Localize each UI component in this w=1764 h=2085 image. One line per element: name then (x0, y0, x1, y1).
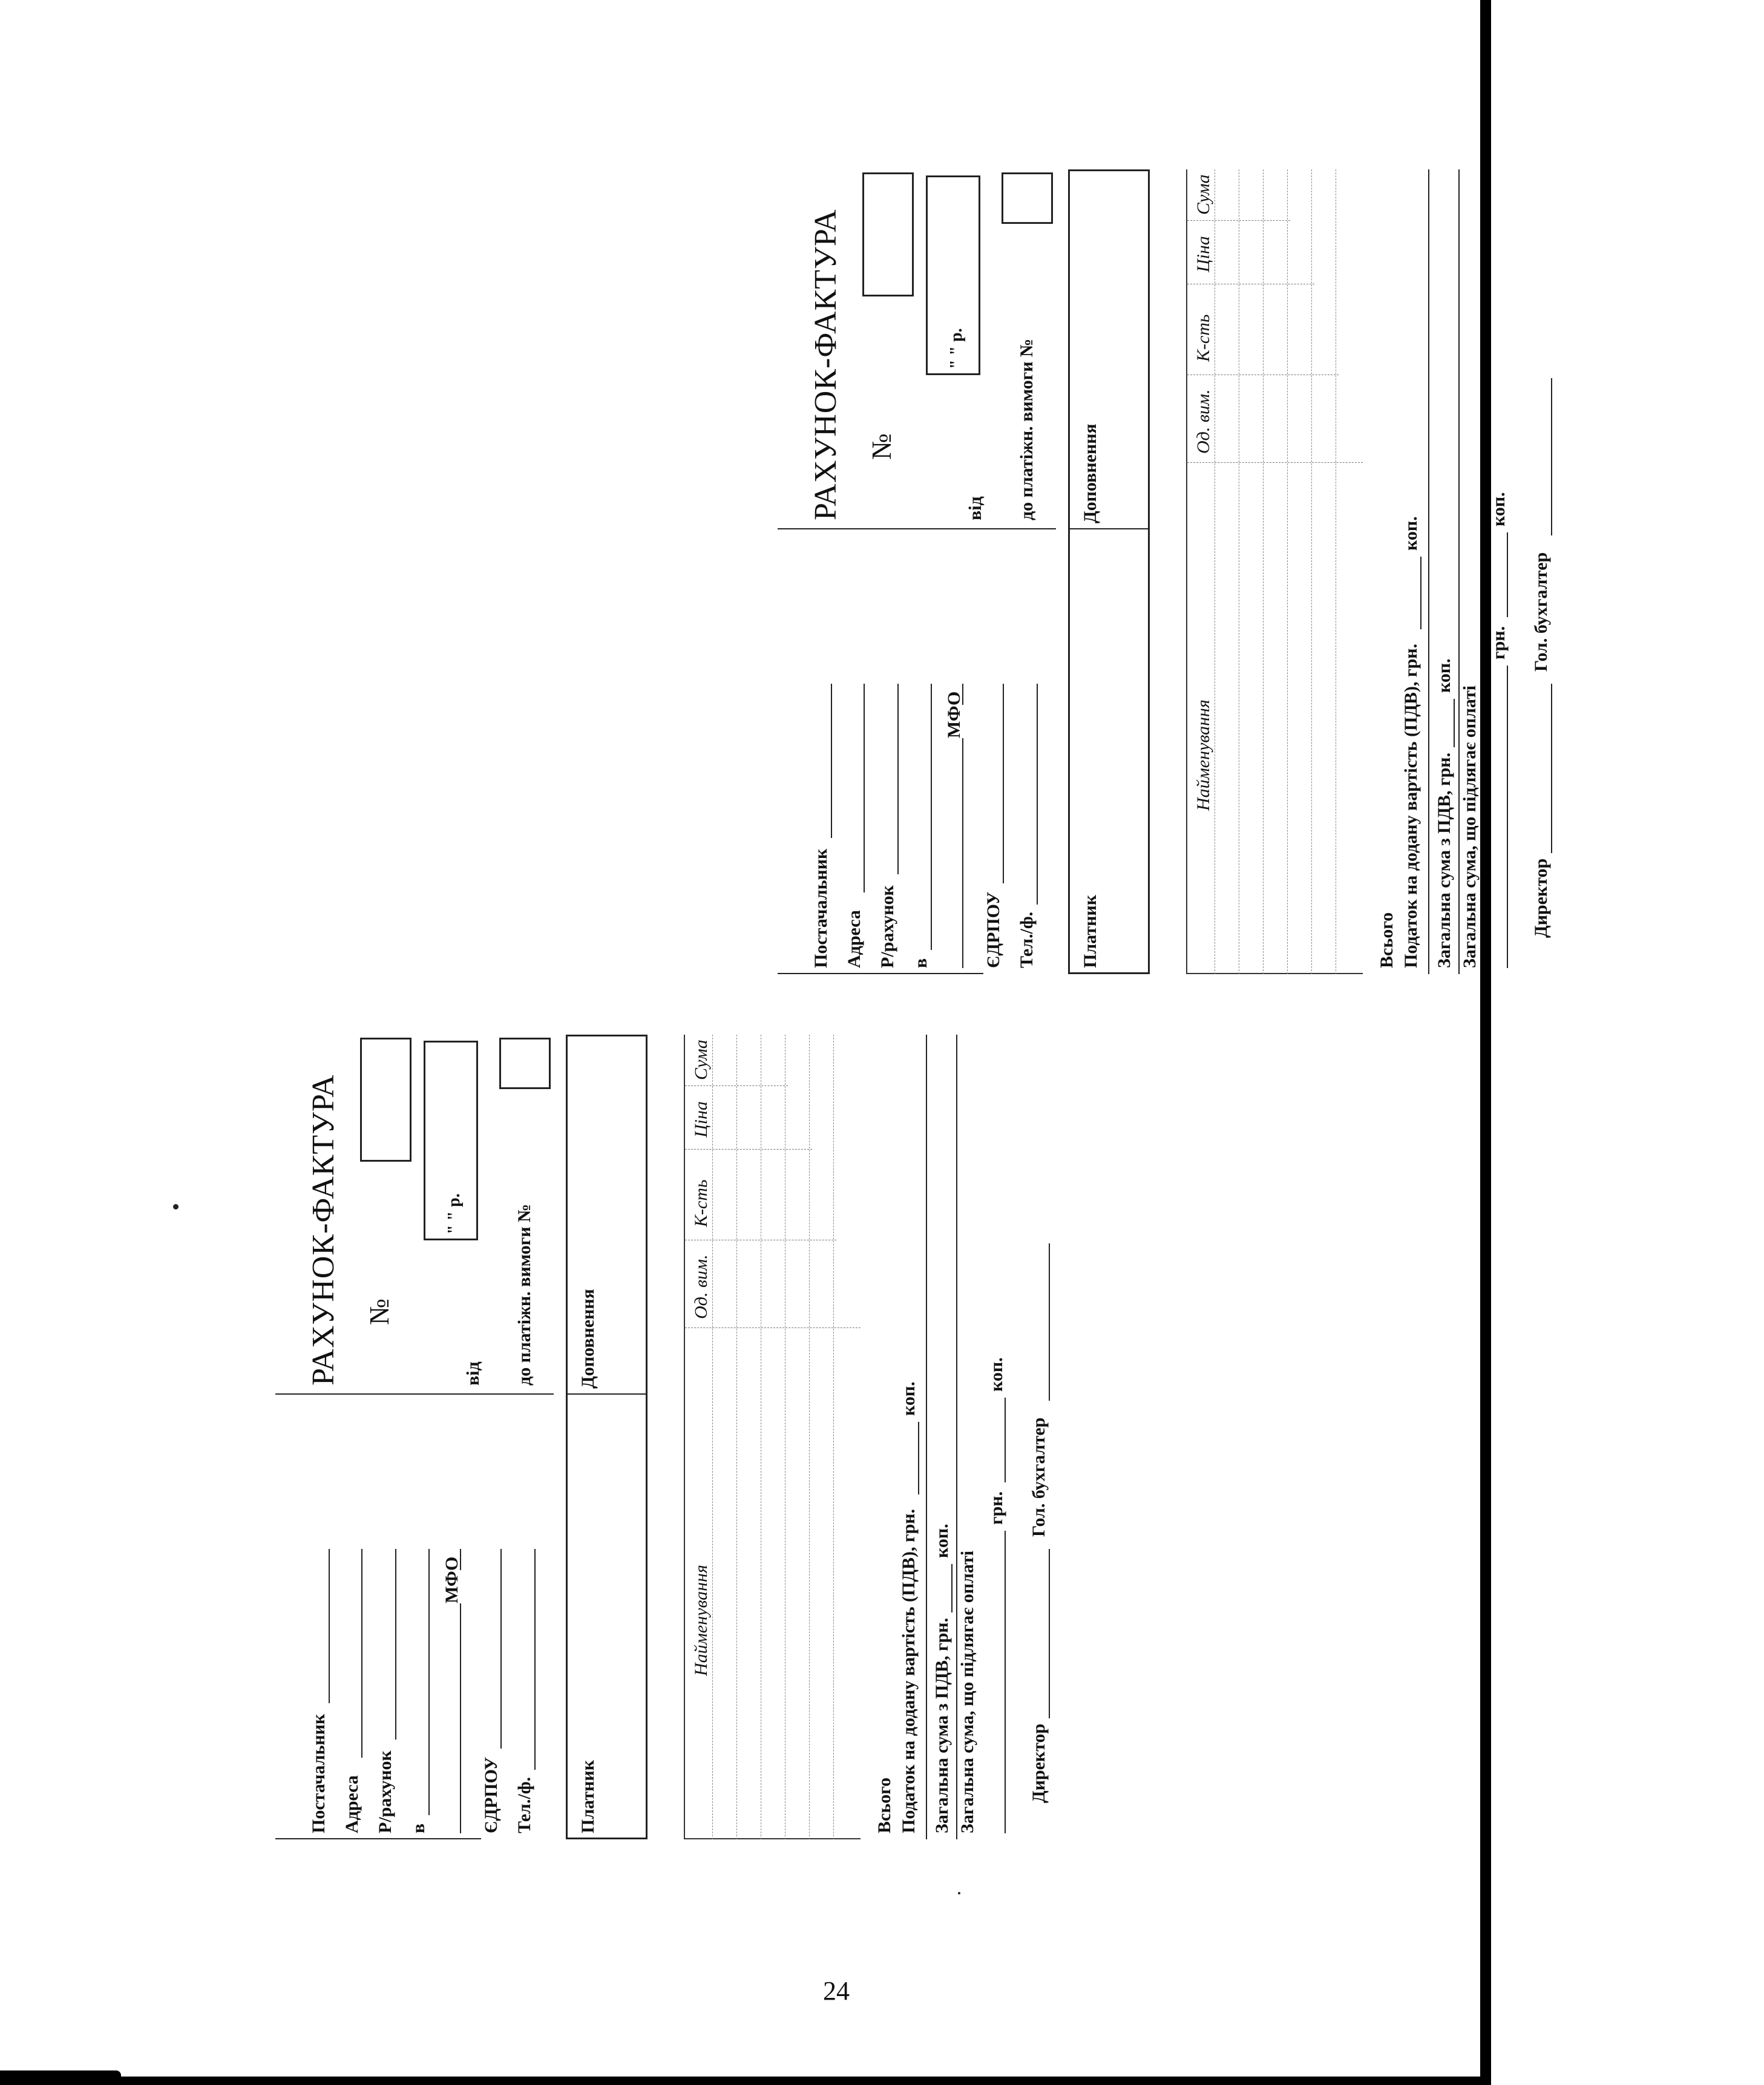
vat-grn-line[interactable] (1420, 557, 1421, 629)
col-header-unit: Од. вим. (1193, 389, 1213, 454)
supplement-label: Доповнення (578, 1289, 598, 1389)
bank-in-label: в (408, 1823, 428, 1833)
edrpou-line[interactable] (1003, 684, 1004, 883)
date-template: " " р. (445, 1193, 464, 1234)
accountant-label: Гол. бухгалтер (1531, 552, 1551, 672)
account-label: Р/рахунок (877, 885, 897, 968)
col-header-price: Ціна (1193, 236, 1213, 272)
pay-grn-line[interactable] (1005, 1531, 1006, 1833)
director-label: Директор (1029, 1723, 1049, 1803)
col-header-sum: Сума (1193, 174, 1213, 215)
payer-supplement-box (1068, 169, 1150, 974)
supplier-label: Постачальник (811, 848, 831, 968)
mfo-label: МФО (944, 691, 964, 738)
edrpou-label: ЄДРПОУ (481, 1756, 501, 1833)
supplier-line[interactable] (831, 684, 832, 838)
from-label: від (463, 1361, 483, 1386)
col-header-name: Найменування (1193, 699, 1213, 811)
total-label: Всього (1377, 912, 1397, 968)
vat-label: Податок на додану вартість (ПДВ), грн. (1401, 643, 1421, 968)
account-label: Р/рахунок (375, 1750, 395, 1833)
from-label: від (965, 496, 985, 520)
supplement-label: Доповнення (1080, 424, 1100, 523)
address-line[interactable] (361, 1549, 362, 1758)
supplier-label: Постачальник (309, 1713, 329, 1833)
total-label: Всього (874, 1777, 894, 1833)
director-signature-line[interactable] (1049, 1549, 1050, 1718)
col-header-sum: Сума (691, 1039, 711, 1080)
total-with-vat-kop: коп. (932, 1524, 952, 1558)
total-to-pay-label: Загальна сума, що підлягає оплаті (1460, 685, 1480, 968)
edrpou-label: ЄДРПОУ (983, 891, 1003, 968)
director-label: Директор (1531, 858, 1551, 938)
date-template: " " р. (947, 328, 966, 369)
pay-kop-line[interactable] (1005, 1398, 1006, 1482)
page-number: 24 (823, 1976, 850, 2006)
pay-grn-label: грн. (1489, 626, 1509, 660)
account-line[interactable] (395, 1549, 396, 1740)
scan-edge-corner (0, 2070, 121, 2077)
bank-line-2[interactable] (962, 738, 963, 968)
vat-kop-label: коп. (1401, 516, 1421, 551)
total-with-vat-label: Загальна сума з ПДВ, грн. (1434, 752, 1454, 968)
scan-speck (958, 1892, 960, 1894)
payment-req-label: до платіжн. вимоги № (514, 1203, 534, 1386)
total-with-vat-kop: коп. (1434, 658, 1454, 693)
bank-line[interactable] (931, 684, 932, 950)
bank-line-2[interactable] (460, 1603, 461, 1833)
director-signature-line[interactable] (1551, 684, 1552, 853)
number-box[interactable] (862, 172, 914, 296)
total-with-vat-label: Загальна сума з ПДВ, грн. (932, 1617, 952, 1833)
phone-label: Тел./ф. (1017, 911, 1037, 968)
edrpou-line[interactable] (500, 1549, 502, 1749)
scan-edge-bottom (0, 2077, 1491, 2085)
col-header-qty: К-сть (691, 1179, 711, 1227)
payer-label: Платник (1080, 895, 1100, 968)
vat-grn-line[interactable] (918, 1422, 919, 1494)
mfo-line[interactable] (460, 1549, 461, 1570)
account-line[interactable] (897, 684, 899, 874)
phone-line[interactable] (534, 1549, 536, 1770)
pay-kop-label: коп. (1489, 492, 1509, 526)
invoice-title: РАХУНОК-ФАКТУРА (808, 209, 843, 520)
number-label: № (364, 1298, 395, 1325)
mfo-label: МФО (442, 1556, 462, 1603)
col-header-name: Найменування (691, 1565, 711, 1676)
items-table (1186, 169, 1363, 974)
invoice-form-left (275, 1029, 1262, 1839)
total-with-vat-line[interactable] (951, 1564, 952, 1612)
pay-kop-line[interactable] (1507, 532, 1508, 617)
accountant-signature-line[interactable] (1551, 378, 1552, 535)
number-label: № (866, 433, 897, 460)
scan-speck (173, 1204, 179, 1209)
col-header-qty: К-сть (1193, 314, 1213, 362)
payer-supplement-box (566, 1035, 648, 1839)
address-label: Адреса (342, 1775, 362, 1833)
vat-kop-label: коп. (899, 1381, 919, 1416)
mfo-line[interactable] (962, 684, 963, 705)
payment-req-box[interactable] (1002, 172, 1053, 224)
address-label: Адреса (844, 910, 864, 968)
address-line[interactable] (864, 684, 865, 892)
payer-label: Платник (578, 1760, 598, 1833)
pay-grn-line[interactable] (1507, 666, 1508, 968)
accountant-signature-line[interactable] (1049, 1243, 1050, 1401)
phone-line[interactable] (1037, 684, 1038, 905)
accountant-label: Гол. бухгалтер (1029, 1417, 1049, 1537)
vat-label: Податок на додану вартість (ПДВ), грн. (899, 1508, 919, 1833)
total-to-pay-label: Загальна сума, що підлягає оплаті (957, 1550, 977, 1833)
col-header-price: Ціна (691, 1101, 711, 1137)
payment-req-label: до платіжн. вимоги № (1017, 338, 1037, 520)
payment-req-box[interactable] (499, 1038, 551, 1089)
bank-in-label: в (911, 958, 931, 968)
items-table (684, 1035, 861, 1839)
pay-grn-label: грн. (986, 1491, 1006, 1525)
phone-label: Тел./ф. (514, 1776, 534, 1833)
col-header-unit: Од. вим. (691, 1254, 711, 1319)
pay-kop-label: коп. (986, 1357, 1006, 1392)
total-with-vat-line[interactable] (1454, 699, 1455, 747)
bank-line[interactable] (428, 1549, 430, 1815)
supplier-line[interactable] (329, 1549, 330, 1703)
invoice-form-right (778, 163, 1764, 974)
invoice-title: РАХУНОК-ФАКТУРА (306, 1074, 341, 1386)
number-box[interactable] (360, 1038, 411, 1162)
